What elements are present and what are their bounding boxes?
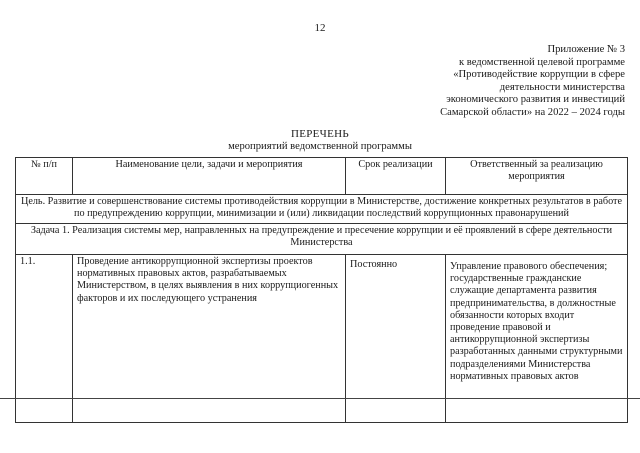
header-term: Срок реализации [346, 158, 446, 195]
appendix-header [365, 44, 625, 120]
page-divider [0, 398, 640, 399]
table-header-row [16, 158, 628, 195]
appendix-line: деятельности министерства [499, 81, 625, 93]
row-measure-name: Проведение антикоррупционной экспертизы проектов нормативных правовых актов, разрабатываемых Министерством, в целях выявления в них коррупциогенных факторов и их последующего устранения [73, 255, 346, 423]
appendix-line: к ведомственной целевой программе [458, 56, 625, 68]
appendix-line: Приложение № 3 [547, 44, 625, 55]
goal-row [16, 195, 628, 224]
document-subtitle: мероприятий ведомственной программы [228, 141, 412, 152]
header-name: Наименование цели, задачи и мероприятия [73, 158, 346, 195]
document-title: ПЕРЕЧЕНЬ [290, 128, 350, 140]
header-responsible: Ответственный за реализацию мероприятия [446, 158, 628, 195]
task-text: Задача 1. Реализация системы мер, направленных на предупреждение и пресечение коррупции и её проявлений в сфере деятельности Министерства [16, 224, 628, 255]
appendix-line: Самарской области» на 2022 – 2024 годы [440, 106, 625, 118]
appendix-line: экономического развития и инвестиций [446, 94, 625, 106]
appendix-line: «Противодействие коррупции в сфере [453, 69, 625, 81]
goal-text: Цель. Развитие и совершенствование системы противодействия коррупции в Министерстве, достижение конкретных результатов в работе по предупреждению коррупции, минимизации и (или) ликвидации последствий коррупционных правонарушений [16, 195, 628, 224]
row-responsible: Управление правового обеспечения; государственные гражданские служащие департамента развития предпринимательства, в должностные обязанности которых входит проведение правовой и антикоррупционной экспертизы разработанных данными структурными подразделениями Министерства нормативных правовых актов [446, 255, 628, 423]
row-number: 1.1. [16, 255, 73, 423]
task-row [16, 224, 628, 255]
header-number: № п/п [16, 158, 73, 195]
page-number: 12 [314, 22, 326, 34]
measures-table [15, 157, 628, 423]
row-term: Постоянно [346, 255, 446, 423]
